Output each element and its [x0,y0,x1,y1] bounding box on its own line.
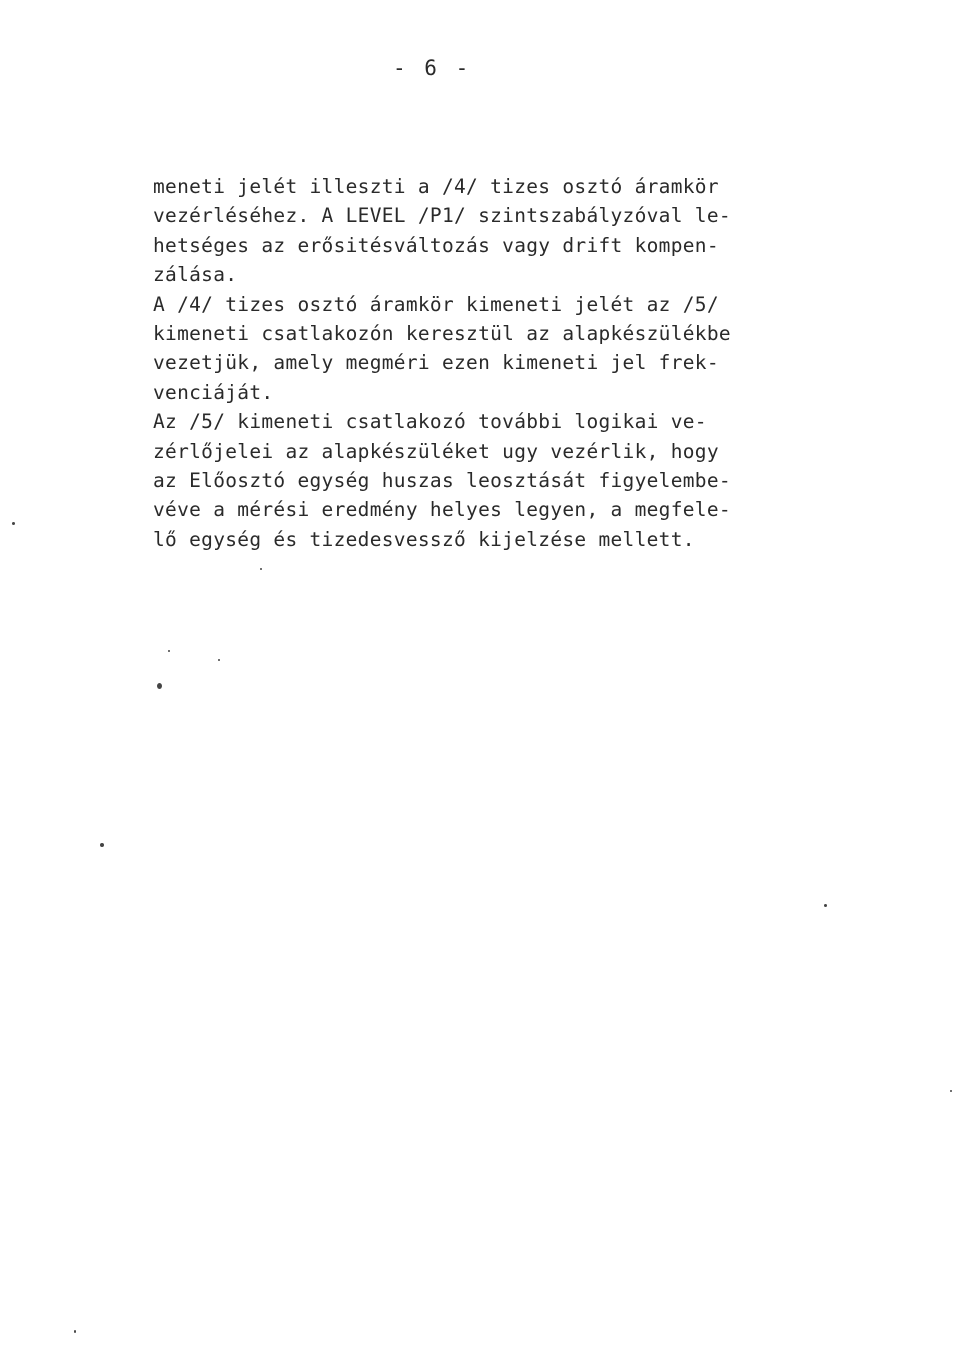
scan-speck [157,683,162,689]
body-text [153,172,793,554]
text-line: venciáját. [153,380,274,404]
text-line: vezérléséhez. A LEVEL /P1/ szintszabályzóval le- [153,204,731,228]
text-line: A /4/ tizes osztó áramkör kimeneti jelét az /5/ [153,292,719,316]
text-line: kimeneti csatlakozón keresztül az alapkészülékbe [153,321,731,345]
text-line: zérlőjelei az alapkészüléket ugy vezérlik, hogy [153,439,719,463]
text-line: az Előosztó egység huszas leosztását figyelembe- [153,468,731,492]
scan-speck [168,650,170,652]
text-line: vezetjük, amely megméri ezen kimeneti jel frek- [153,351,719,375]
scan-speck [74,1330,76,1333]
text-line: lő egység és tizedesvessző kijelzése mellett. [153,527,695,551]
scan-speck [824,904,827,907]
scan-speck [950,1090,952,1092]
scan-speck [218,659,220,661]
scan-speck [260,568,262,570]
text-line: hetséges az erősitésváltozás vagy drift kompen- [153,233,719,257]
scan-speck [100,843,104,847]
text-line: Az /5/ kimeneti csatlakozó további logikai ve- [153,410,707,434]
text-line: zálása. [153,263,238,287]
text-line: véve a mérési eredmény helyes legyen, a megfele- [153,498,731,522]
scan-speck [12,522,15,525]
text-line: meneti jelét illeszti a /4/ tizes osztó áramkör [153,175,719,198]
page-number: - 6 - [393,56,472,80]
